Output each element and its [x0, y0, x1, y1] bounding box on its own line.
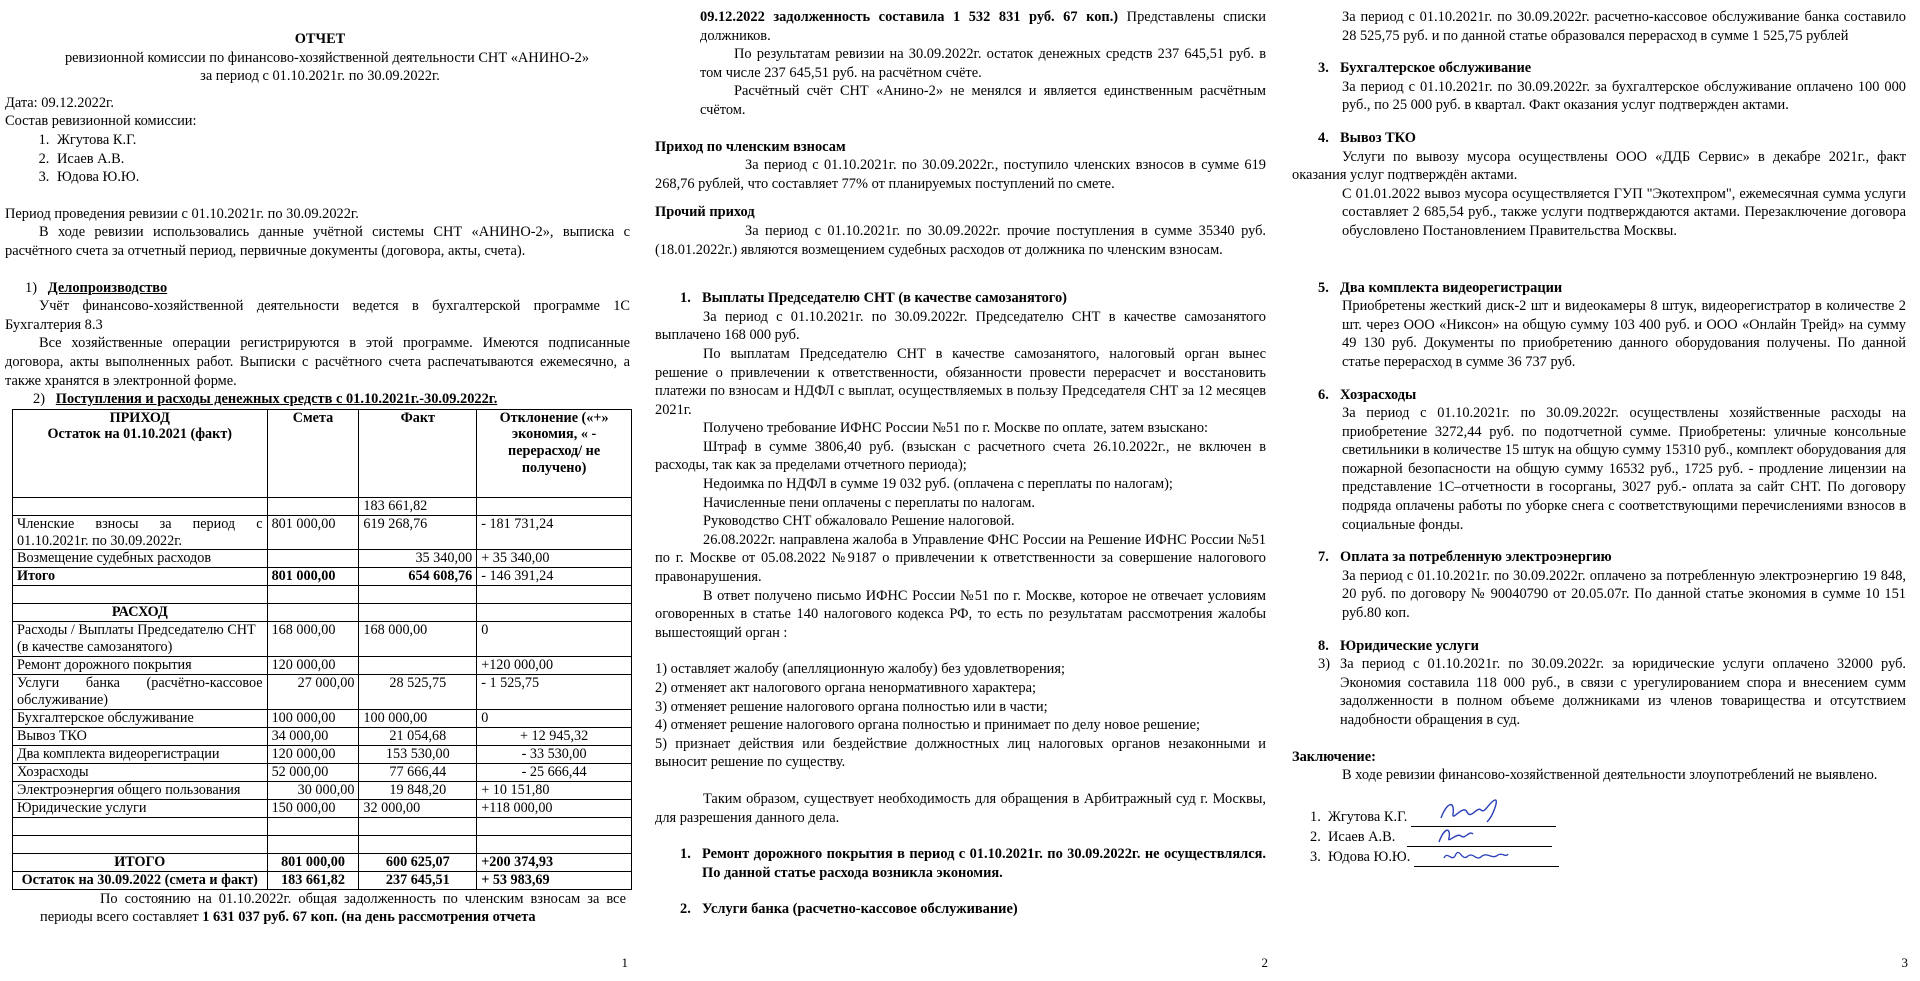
row-fact: 19 848,20 — [359, 781, 477, 799]
s4-p1: Услуги по вывозу мусора осуществлены ООО «ДДБ Сервис» в декабре 2021г., факт оказания услуг подтверждён актами. — [1292, 148, 1906, 184]
row-plan: 120 000,00 — [267, 745, 359, 763]
row-dev: - 1 525,75 — [477, 674, 632, 709]
row-plan: 183 661,82 — [267, 871, 359, 889]
debt-amount: 1 631 037 руб. 67 коп. (на день рассмотрения отчета — [202, 909, 536, 926]
signer-num: 1. — [1310, 808, 1321, 825]
committee-members — [53, 131, 640, 187]
s4-p2: С 01.01.2022 вывоз мусора осуществляется ГУП "Экотехпром", ежемесячная сумма услуги составляет 2 685,54 руб., также услуги подтверждаются актами. Перезаключение договора обусловлено Постановлением Правительства Москвы. — [1342, 185, 1906, 239]
signature-image — [1440, 846, 1510, 866]
row-dev: - 181 731,24 — [477, 515, 632, 550]
road-text: Ремонт дорожного покрытия в период с 01.10.2021г. по 30.09.2022г. не осуществлялся. По данной статье расхода возникла экономия. — [702, 846, 1266, 881]
row-fact: 28 525,75 — [359, 674, 477, 709]
s8-num: 8. — [1318, 637, 1329, 654]
row-fact: 619 268,76 — [359, 515, 477, 550]
e1-p8: 26.08.2022г. направлена жалоба в Управление ФНС России на Решение ИФНС России №51 по г. Москве от 05.08.2022 №9187 о привлечении к ответственности за совершение налогового правонарушения. — [655, 531, 1266, 586]
table-row — [13, 745, 632, 763]
signer-name: Исаев А.В. — [1328, 828, 1396, 845]
s8-paragraph: За период с 01.10.2021г. по 30.09.2022г. за юридические услуги оплачено 32000 руб. Экономия составила 118 000 руб., в связи с урегулированием спора и внесением сумм задолженности в полном объеме должниками из членов товарищества и отсутствием надобности обращения в суд. — [1340, 656, 1906, 728]
court-paragraph: Таким образом, существует необходимость для обращения в Арбитражный суд г. Москвы, для разрешения данного дела. — [655, 790, 1266, 826]
report-title: ОТЧЕТ — [294, 31, 346, 47]
option-item: 2) отменяет акт налогового органа ненормативного характера; — [655, 680, 1037, 696]
audit-period: Период проведения ревизии с 01.10.2021г. по 30.09.2022г. — [5, 205, 359, 222]
row-name: Бухгалтерское обслуживание — [13, 709, 268, 727]
page-1 — [0, 0, 640, 981]
option-item: 5) признает действия или бездействие должностных лиц налоговых органов незаконными и выносит решение по существу. — [655, 735, 1266, 771]
row-name: Услуги банка (расчётно-кассовое обслуживание) — [13, 674, 268, 709]
table-row — [13, 853, 632, 871]
option-item: 1) оставляет жалобу (апелляционную жалобу) без удовлетворения; — [655, 661, 1065, 678]
row-fact: 77 666,44 — [359, 763, 477, 781]
row-fact: 32 000,00 — [359, 799, 477, 817]
s5-num: 5. — [1318, 279, 1329, 296]
row-name: ИТОГО — [13, 853, 268, 871]
s8-title: Юридические услуги — [1340, 637, 1479, 654]
row-name: Остаток на 30.09.2022 (смета и факт) — [13, 871, 268, 889]
page-number: 2 — [1261, 955, 1268, 971]
row-fact: 153 530,00 — [359, 745, 477, 763]
signature-row — [1310, 847, 1920, 867]
s6-paragraph: За период с 01.10.2021г. по 30.09.2022г. осуществлены хозяйственные расходы на приобретение 3272,44 руб. по подотчетной сумме. Приобретены: уличные консольные светильники в количестве 15 штук на общую сумму 15310 руб., комплект оборудования для пожарной безопасности на общую сумму 16532 руб., 1725 руб. - продление лицензии на представление 1С–отчетности в госорганы, 3027 руб.- оплата за сайт СНТ. По договору подряда оплачены работы по уборке снега с соответствующими перечислениями взносов в социальные фонды. — [1342, 405, 1907, 533]
e1-p2: По выплатам Председателю СНТ в качестве самозанятого, налоговый орган вынес решение о привлечении к ответственности, обязанности провести перерасчет и восстановить платежи по взносам и НДФЛ с выплат, осуществляемых в пользу Председателя СНТ за 12 месяцев 2021г. — [655, 345, 1266, 418]
conclusion-heading: Заключение: — [1292, 748, 1376, 765]
row-plan: 100 000,00 — [267, 709, 359, 727]
signatures-block — [1310, 807, 1920, 867]
row-dev: 0 — [477, 622, 632, 657]
e1-p5: Недоимка по НДФЛ в сумме 19 032 руб. (оплачена с переплаты по налогам); — [703, 476, 1173, 493]
debt-paragraph — [40, 890, 626, 927]
section-2-title: Поступления и расходы денежных средств с 01.10.2021г.-30.09.2022г. — [55, 391, 498, 408]
e1-p4: Штраф в сумме 3806,40 руб. (взыскан с расчетного счета 26.10.2022г., не включен в расходы, так как за пределами отчетного периода); — [655, 438, 1266, 474]
expense-1-num: 1. — [680, 290, 691, 307]
report-date: Дата: 09.12.2022г. — [5, 94, 114, 111]
row-fact: 600 625,07 — [359, 853, 477, 871]
row-plan: 150 000,00 — [267, 799, 359, 817]
header-expense: РАСХОД — [13, 604, 268, 622]
table-row — [13, 709, 632, 727]
row-name: Электроэнергия общего пользования — [13, 781, 268, 799]
signature-row — [1310, 827, 1920, 847]
balance-fact-cell: 183 661,82 — [359, 497, 477, 515]
section-1-p2: Все хозяйственные операции регистрируются в этой программе. Имеются подписанные договора, акты выполненных работ. Выписки с расчётного счета распечатываются ежемесячно, а также хранятся в электронной форме. — [5, 335, 630, 389]
header-fact: Факт — [359, 409, 477, 497]
section-1-num: 1) — [25, 279, 37, 296]
row-dev: +120 000,00 — [477, 656, 632, 674]
row-fact — [359, 656, 477, 674]
header-deviation: Отклонение («+» экономия, « - перерасход/ не получено) — [477, 409, 632, 497]
row-fact: 21 054,68 — [359, 727, 477, 745]
s7-title: Оплата за потребленную электроэнергию — [1340, 549, 1612, 566]
row-plan: 30 000,00 — [267, 781, 359, 799]
table-row — [13, 497, 632, 515]
row-dev: +118 000,00 — [477, 799, 632, 817]
s4-title: Вывоз ТКО — [1340, 129, 1416, 146]
conclusion-paragraph: В ходе ревизии финансово-хозяйственной деятельности злоупотреблений не выявлено. — [1342, 767, 1878, 784]
row-dev: +200 374,93 — [477, 853, 632, 871]
row-plan: 27 000,00 — [267, 674, 359, 709]
e1-p6: Начисленные пени оплачены с переплаты по налогам. — [703, 494, 1035, 511]
s3-title: Бухгалтерское обслуживание — [1340, 60, 1532, 77]
debt-current: 09.12.2022 задолженность составила 1 532 831 руб. 67 коп.) — [700, 9, 1119, 25]
row-fact: 168 000,00 — [359, 622, 477, 657]
row-dev: + 53 983,69 — [477, 871, 632, 889]
table-row — [13, 586, 632, 604]
table-row — [13, 568, 632, 586]
other-income-heading: Прочий приход — [655, 204, 755, 221]
member-item: 3. Юдова Ю.Ю. — [53, 168, 640, 187]
row-plan: 801 000,00 — [267, 568, 359, 586]
table-row — [13, 550, 632, 568]
table-row — [13, 763, 632, 781]
s4-num: 4. — [1318, 129, 1329, 146]
bank-num: 2. — [680, 901, 691, 918]
row-name: Членские взносы за период с 01.10.2021г. по 30.09.2022г. — [13, 515, 268, 550]
expense-1-title: Выплаты Председателю СНТ (в качестве самозанятого) — [702, 290, 1067, 307]
row-fact: 35 340,00 — [359, 550, 477, 568]
option-item: 3) отменяет решение налогового органа полностью или в части; — [655, 698, 1048, 715]
row-dev: 0 — [477, 709, 632, 727]
s3-paragraph: За период с 01.10.2021г. по 30.09.2022г. за бухгалтерское обслуживание оплачено 100 000 руб., по 25 000 руб. в квартал. Факт оказания услуг подтвержден актами. — [1342, 78, 1906, 114]
bank-paragraph: За период с 01.10.2021г. по 30.09.2022г. расчетно-кассовое обслуживание банка составило 28 525,75 руб. и по данной статье образовался перерасход в сумме 1 525,75 рублей — [1342, 9, 1906, 44]
s7-num: 7. — [1318, 549, 1329, 566]
report-period: за период с 01.10.2021г. по 30.09.2022г. — [200, 68, 440, 85]
account-paragraph: Расчётный счёт СНТ «Анино-2» не менялся и является единственным расчётным счётом. — [700, 83, 1266, 118]
s5-title: Два комплекта видеорегистрации — [1340, 279, 1563, 296]
row-dev: + 10 151,80 — [477, 781, 632, 799]
other-income-paragraph: За период с 01.10.2021г. по 30.09.2022г. прочие поступления в сумме 35340 руб. (18.01.2022г.) являются возмещением судебных расходов от должника по членским взносам. — [655, 222, 1266, 258]
option-item: 4) отменяет решение налогового органа полностью и принимает по делу новое решение; — [655, 717, 1200, 734]
s6-title: Хозрасходы — [1340, 386, 1417, 403]
s6-num: 6. — [1318, 386, 1329, 403]
section-2-num: 2) — [33, 391, 45, 408]
row-plan — [267, 550, 359, 568]
signer-name: Жгутова К.Г. — [1328, 808, 1408, 825]
e1-p7: Руководство СНТ обжаловало Решение налоговой. — [703, 513, 1015, 530]
table-row — [13, 817, 632, 835]
table-row — [13, 604, 632, 622]
table-row — [13, 656, 632, 674]
table-row — [13, 781, 632, 799]
page-3 — [1280, 0, 1920, 981]
section-1-title: Делопроизводство — [47, 279, 168, 296]
debt-text: По состоянию на 01.10.2022г. общая задолженность по членским взносам за все периоды всего составляет — [40, 890, 626, 926]
row-plan: 34 000,00 — [267, 727, 359, 745]
table-row — [13, 622, 632, 657]
member-item: 1. Жгутова К.Г. — [53, 131, 640, 150]
row-name: Расходы / Выплаты Председателю СНТ (в качестве самозанятого) — [13, 622, 268, 657]
row-name: Итого — [13, 568, 268, 586]
s8-sub-num: 3) — [1318, 656, 1330, 673]
header-balance: Остаток на 01.10.2021 (факт) — [47, 426, 233, 443]
row-fact: 100 000,00 — [359, 709, 477, 727]
signer-num: 3. — [1310, 848, 1321, 865]
row-dev: + 35 340,00 — [477, 550, 632, 568]
row-fact: 237 645,51 — [359, 871, 477, 889]
page-2 — [640, 0, 1280, 981]
e1-p1: За период с 01.10.2021г. по 30.09.2022г. Председателю СНТ в качестве самозанятого выплачено 168 000 руб. — [655, 308, 1266, 344]
signature-line — [1407, 833, 1552, 847]
signature-row — [1310, 807, 1920, 827]
row-dev: - 25 666,44 — [477, 763, 632, 781]
table-row — [13, 674, 632, 709]
s3-num: 3. — [1318, 60, 1329, 77]
s7-paragraph: За период с 01.10.2021г. по 30.09.2022г. оплачено за потребленную электроэнергию 19 848, 20 руб. по договору № 90040790 от 20.05.07г. По данной статье экономия в сумме 10 151 руб.80 коп. — [1342, 567, 1906, 622]
row-plan: 120 000,00 — [267, 656, 359, 674]
signature-line — [1414, 853, 1559, 867]
s5-paragraph: Приобретены жесткий диск-2 шт и видеокамеры 8 штук, видеорегистратор в количестве 2 шт. через ООО «Никсон» на общую сумму 103 400 руб. и ООО «Онлайн Трейд» на сумму 49 130 руб. Документы по приобретению данного оборудования получены. По данной статье перерасход в сумме 36 737 руб. — [1342, 298, 1906, 370]
signature-image — [1433, 822, 1483, 846]
table-row — [13, 799, 632, 817]
row-dev: + 12 945,32 — [477, 727, 632, 745]
row-dev: - 146 391,24 — [477, 568, 632, 586]
page-number: 1 — [621, 955, 628, 971]
member-item: 2. Исаев А.В. — [53, 150, 640, 169]
row-name: Юридические услуги — [13, 799, 268, 817]
row-dev: - 33 530,00 — [477, 745, 632, 763]
debt-continuation — [700, 8, 1266, 45]
page-number: 3 — [1901, 955, 1908, 971]
intro-paragraph: В ходе ревизии использовались данные учётной системы СНТ «АНИНО-2», выписка с расчётного счета за отчетный период, первичные документы (договора, акты, счета). — [5, 224, 630, 259]
header-plan: Смета — [267, 409, 359, 497]
report-subtitle: ревизионной комиссии по финансово-хозяйственной деятельности СНТ «АНИНО-2» — [64, 49, 590, 66]
table-row — [13, 835, 632, 853]
table-row — [13, 871, 632, 889]
row-plan: 52 000,00 — [267, 763, 359, 781]
signer-name: Юдова Ю.Ю. — [1328, 848, 1411, 865]
row-plan: 168 000,00 — [267, 622, 359, 657]
road-repair-item — [680, 845, 1266, 882]
table-row — [13, 727, 632, 745]
table-header-row — [13, 409, 632, 443]
signer-num: 2. — [1310, 828, 1321, 845]
row-name: Хозрасходы — [13, 763, 268, 781]
row-name: Два комплекта видеорегистрации — [13, 745, 268, 763]
income-heading: Приход по членским взносам — [655, 138, 846, 155]
bank-title: Услуги банка (расчетно-кассовое обслуживание) — [702, 901, 1018, 918]
committee-label: Состав ревизионной комиссии: — [5, 113, 197, 130]
road-num: 1. — [680, 846, 691, 863]
header-income: ПРИХОД — [109, 409, 170, 426]
e1-p3: Получено требование ИФНС России №51 по г. Москве по оплате, затем взыскано: — [703, 420, 1209, 437]
row-name: Вывоз ТКО — [13, 727, 268, 745]
finance-table — [12, 409, 632, 890]
row-plan: 801 000,00 — [267, 515, 359, 550]
e1-p9: В ответ получено письмо ИФНС России №51 по г. Москве, которое не отвечает условиям оговоренных в статье 140 налогового кодекса РФ, то есть по результатам рассмотрения жалобы вышестоящий орган : — [655, 587, 1266, 641]
row-name: Возмещение судебных расходов — [13, 550, 268, 568]
cash-paragraph: По результатам ревизии на 30.09.2022г. остаток денежных средств 237 645,51 руб. в том числе 237 645,51 руб. на расчётном счёте. — [700, 46, 1266, 81]
section-1-p1: Учёт финансово-хозяйственной деятельности ведется в бухгалтерской программе 1С Бухгалтерия 8.3 — [5, 298, 630, 333]
income-paragraph: За период с 01.10.2021г. по 30.09.2022г., поступило членских взносов в сумме 619 268,76 рублей, что составляет 77% от планируемых поступлений по смете. — [655, 157, 1266, 192]
row-plan: 801 000,00 — [267, 853, 359, 871]
row-fact: 654 608,76 — [359, 568, 477, 586]
table-row — [13, 515, 632, 550]
row-name: Ремонт дорожного покрытия — [13, 656, 268, 674]
debtors-note: Представлены списки должников. — [700, 9, 1266, 44]
